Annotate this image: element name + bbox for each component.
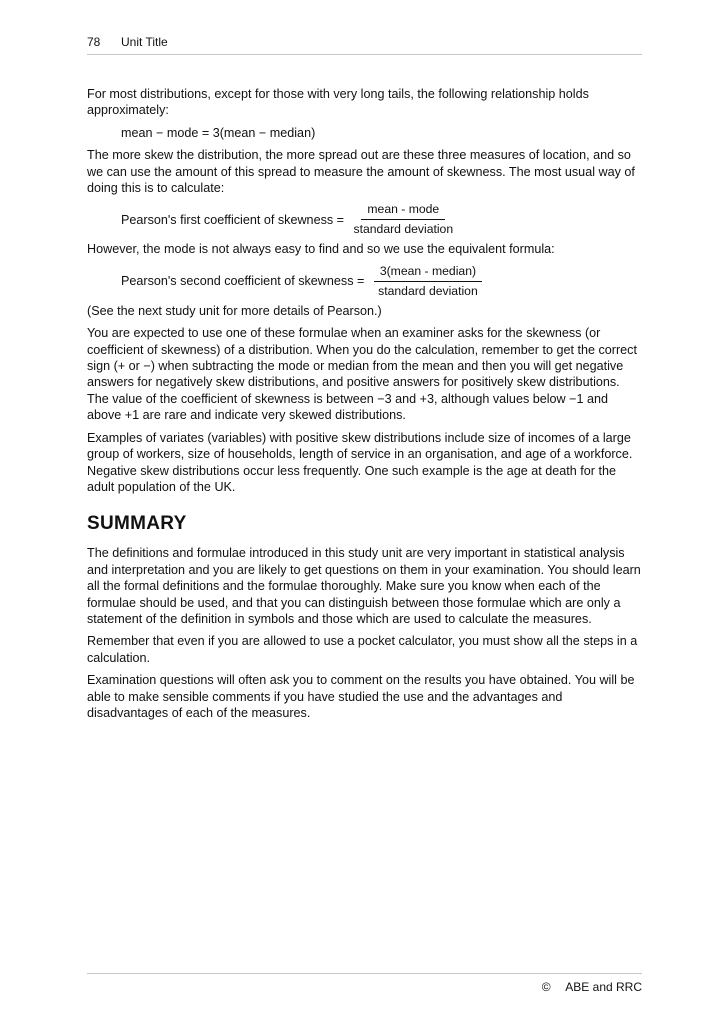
formula-pearson-first bbox=[87, 202, 643, 237]
header-divider bbox=[87, 54, 642, 55]
publisher-name: ABE and RRC bbox=[565, 980, 642, 994]
formula-label: Pearson's second coefficient of skewness = bbox=[121, 274, 368, 289]
fraction-numerator: mean - mode bbox=[361, 202, 445, 220]
paragraph-equivalent-formula: However, the mode is not always easy to find and so we use the equivalent formula: bbox=[87, 242, 555, 257]
equation-mean-mode-median: mean − mode = 3(mean − median) bbox=[121, 125, 316, 140]
paragraph-expected-use: You are expected to use one of these formulae when an examiner asks for the skewness (or coefficient of skewness) of a distribution. When you do the calculation, remember to get the correct sign (+ or −) when subtracting the mode or median from the mean and then you will get negative answers for negatively skew distributions, and positive answers for positively skew distributions. The value of the coefficient of skewness is between −3 and +3, although values below −1 and above +1 are rare and indicate very skewed distributions. bbox=[87, 326, 637, 423]
summary-paragraph-comments: Examination questions will often ask you to comment on the results you have obtained. You will be able to make sensible comments if you have studied the use and the advantages and disadvantages of each of the measures. bbox=[87, 673, 635, 720]
page-footer bbox=[542, 980, 642, 994]
fraction bbox=[354, 202, 454, 237]
page-content bbox=[87, 86, 643, 727]
fraction-numerator: 3(mean - median) bbox=[374, 264, 482, 282]
paragraph-examples: Examples of variates (variables) with positive skew distributions include size of incomes of a large group of workers, size of households, length of service in an organisation, and age of a workforce. Negative skew distributions occur less frequently. One such example is the age at death for the adult population of the UK. bbox=[87, 430, 633, 494]
paragraph-skew-spread: The more skew the distribution, the more spread out are these three measures of location, and so we can use the amount of this spread to measure the amount of skewness. The most usual way of doing this is to calculate: bbox=[87, 148, 635, 196]
copyright-symbol: © bbox=[541, 980, 551, 994]
paragraph-see-next-unit: (See the next study unit for more details of Pearson.) bbox=[87, 303, 382, 318]
formula-label: Pearson's first coefficient of skewness = bbox=[121, 212, 348, 227]
footer-divider bbox=[87, 973, 642, 974]
fraction-denominator: standard deviation bbox=[378, 283, 478, 298]
fraction bbox=[374, 264, 482, 299]
summary-paragraph-calculator: Remember that even if you are allowed to use a pocket calculator, you must show all the steps in a calculation. bbox=[87, 634, 638, 665]
fraction-denominator: standard deviation bbox=[353, 222, 454, 237]
unit-title: Unit Title bbox=[121, 35, 168, 49]
formula-pearson-second bbox=[87, 264, 643, 299]
paragraph-intro: For most distributions, except for those with very long tails, the following relationship holds approximately: bbox=[87, 87, 589, 118]
summary-paragraph-definitions: The definitions and formulae introduced in this study unit are very important in statistical analysis and interpretation and you are likely to get questions on them in your examination. You should learn all the formal definitions and the formulae thoroughly. Make sure you know when each of the formulae should be used, and that you can distinguish between those formulae which are only a statement of the definition in symbols and those which are used to calculate the measures. bbox=[87, 546, 641, 626]
page-number: 78 bbox=[87, 35, 101, 49]
summary-heading: SUMMARY bbox=[87, 513, 187, 535]
